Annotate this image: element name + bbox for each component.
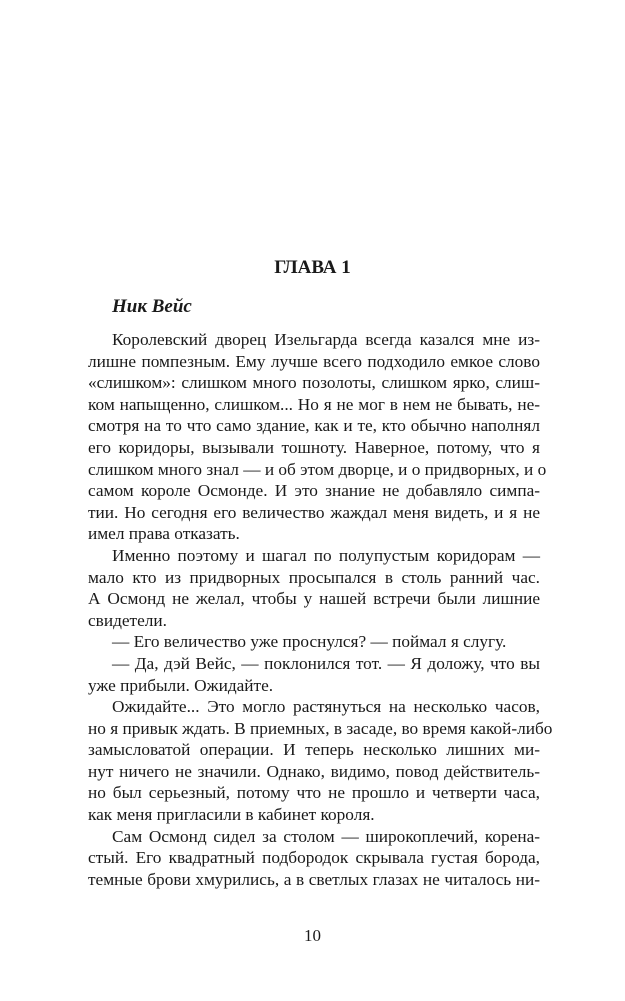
text-line: — Его величество уже проснулся? — поймал я слугу. bbox=[112, 632, 507, 652]
text-line: лишне помпезным. Ему лучше всего подходило емкое слово bbox=[88, 351, 540, 371]
text-line: нут ничего не значили. Однако, видимо, повод действитель- bbox=[88, 761, 540, 781]
text-line: уже прибыли. Ожидайте. bbox=[88, 675, 274, 695]
text-line: Сам Осмонд сидел за столом — широкоплечий, корена- bbox=[112, 826, 540, 846]
text-line: замысловатой операции. И теперь несколько лишних ми- bbox=[88, 740, 540, 760]
text-line: А Осмонд не желал, чтобы у нашей встречи были лишние bbox=[88, 589, 540, 609]
text-line: имел права отказать. bbox=[88, 524, 240, 544]
text-line: «слишком»: слишком много позолоты, слишком ярко, слиш- bbox=[88, 373, 540, 393]
page-number: 10 bbox=[304, 926, 321, 945]
text-line: стый. Его квадратный подбородок скрывала густая борода, bbox=[88, 848, 540, 868]
text-line: ком напыщенно, слишком... Но я не мог в нем не бывать, не- bbox=[88, 394, 540, 414]
text-line: слишком много знал — и об этом дворце, и о придворных, и о bbox=[88, 459, 547, 479]
text-line: смотря на то что само здание, как и те, кто обычно наполнял bbox=[88, 416, 540, 436]
body-text bbox=[88, 329, 553, 890]
text-line: самом короле Осмонде. И это знание не добавляло симпа- bbox=[88, 481, 540, 501]
text-line: мало кто из придворных просыпался в столь ранний час. bbox=[88, 567, 540, 587]
chapter-title: ГЛАВА 1 bbox=[274, 257, 351, 278]
text-line: как меня пригласили в кабинет короля. bbox=[88, 805, 375, 825]
text-line: но я привык ждать. В приемных, в засаде, во время какой-либо bbox=[88, 718, 553, 738]
text-line: — Да, дэй Вейс, — поклонился тот. — Я доложу, что вы bbox=[112, 653, 540, 673]
section-title: Ник Вейс bbox=[112, 296, 192, 317]
text-line: тии. Но сегодня его величество жаждал меня видеть, и я не bbox=[88, 502, 540, 522]
text-line: но был серьезный, потому что не прошло и четверти часа, bbox=[88, 783, 540, 803]
text-line: Именно поэтому и шагал по полупустым коридорам — bbox=[112, 545, 540, 565]
text-line: свидетели. bbox=[88, 610, 167, 630]
text-line: темные брови хмурились, а в светлых глазах не читалось ни- bbox=[88, 869, 540, 889]
text-line: Ожидайте... Это могло растянуться на несколько часов, bbox=[112, 697, 540, 717]
text-line: Королевский дворец Изельгарда всегда казался мне из- bbox=[112, 330, 540, 349]
text-line: его коридоры, вызывали тошноту. Наверное, потому, что я bbox=[88, 437, 540, 457]
